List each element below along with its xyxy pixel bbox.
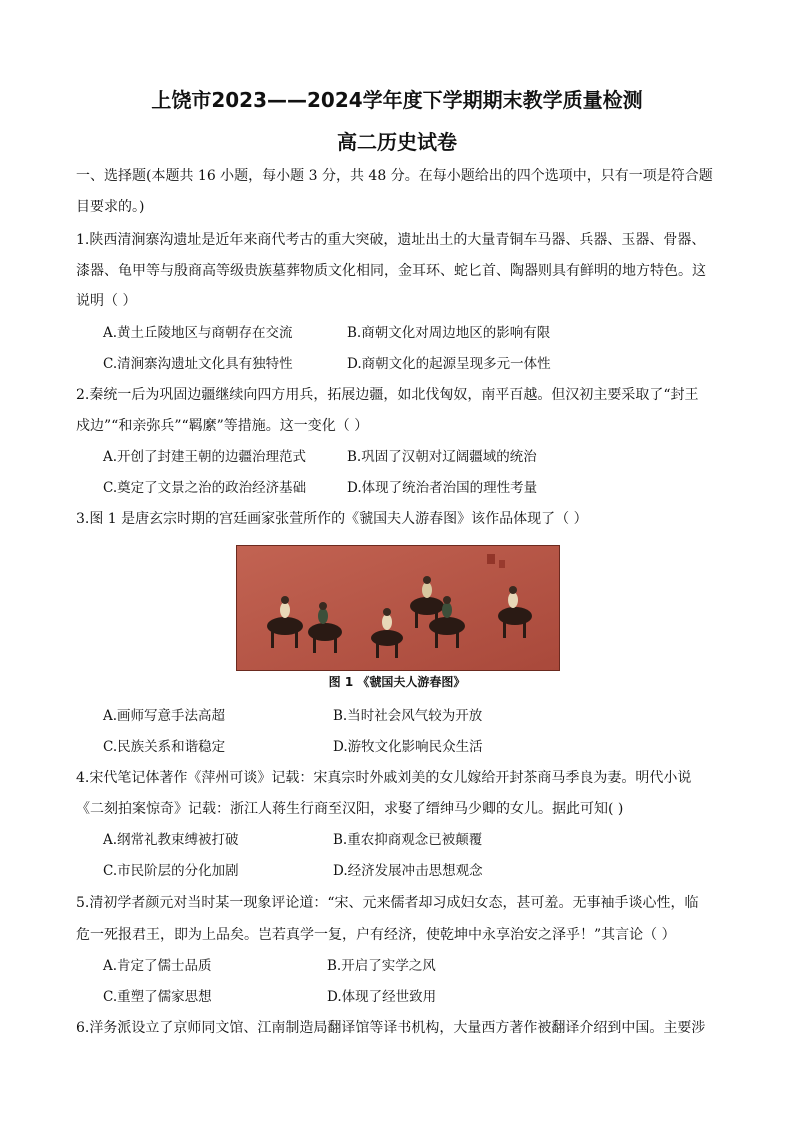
q1-stem-line-2: 漆器、龟甲等与殷商高等级贵族墓葬物质文化相同，金耳环、蛇匕首、陶器则具有鲜明的地方特色。这 [76,263,706,279]
figure-caption: 图 1 《虢国夫人游春图》 [328,675,466,689]
q1-stem-line-3: 说明（ ） [76,293,137,309]
section-instruction-line-2: 目要求的。) [76,199,145,215]
section-instruction-line-1: 一、选择题(本题共 16 小题，每小题 3 分，共 48 分。在每小题给出的四个选项中，只有一项是符合题 [76,168,713,184]
q5-option-a: A.肯定了儒士品质 [103,958,212,974]
q3-option-c: C.民族关系和谐稳定 [103,739,226,755]
q1-option-d: D.商朝文化的起源呈现多元一体性 [347,356,551,372]
q4-option-c: C.市民阶层的分化加剧 [103,863,239,879]
q4-option-a: A.纲常礼教束缚被打破 [103,832,239,848]
q2-stem-line-1: 2.秦统一后为巩固边疆继续向四方用兵，拓展边疆，如北伐匈奴，南平百越。但汉初主要采取了“封王 [76,387,699,403]
q4-stem-line-2: 《二刻拍案惊奇》记载：浙江人蒋生行商至汉阳，求娶了缙绅马少卿的女儿。据此可知( ) [76,801,624,817]
horse-riders-painting-image [237,546,559,670]
q2-stem-line-2: 戍边”“和亲弥兵”“羁縻”等措施。这一变化（ ） [76,418,369,434]
q3-option-a: A.画师写意手法高超 [103,708,226,724]
q1-option-a: A.黄土丘陵地区与商朝存在交流 [103,325,293,341]
painting-figure [236,545,560,671]
q5-option-c: C.重塑了儒家思想 [103,989,212,1005]
q5-stem-line-2: 危一死报君王，即为上品矣。岂若真学一复，户有经济，使乾坤中永享治安之泽乎！”其言论（ ） [76,927,676,943]
q5-option-b: B.开启了实学之风 [327,958,436,974]
q3-option-d: D.游牧文化影响民众生活 [333,739,483,755]
q2-option-c: C.奠定了文景之治的政治经济基础 [103,480,307,496]
q2-option-a: A.开创了封建王朝的边疆治理范式 [103,449,307,465]
exam-title: 上饶市2023——2024学年度下学期期末教学质量检测 [151,88,643,112]
q4-option-d: D.经济发展冲击思想观念 [333,863,483,879]
q1-option-c: C.清涧寨沟遗址文化具有独特性 [103,356,293,372]
q4-option-b: B.重农抑商观念已被颠覆 [333,832,483,848]
q2-option-d: D.体现了统治者治国的理性考量 [347,480,538,496]
q4-stem-line-1: 4.宋代笔记体著作《萍州可谈》记载：宋真宗时外戚刘美的女儿嫁给开封茶商马季良为妻。明代小说 [76,770,692,786]
q5-option-d: D.体现了经世致用 [327,989,437,1005]
exam-subtitle: 高二历史试卷 [337,130,457,154]
q5-stem-line-1: 5.清初学者颜元对当时某一现象评论道：“宋、元来儒者却习成妇女态，甚可羞。无事袖手谈心性，临 [76,895,699,911]
q3-stem-line-1: 3.图 1 是唐玄宗时期的宫廷画家张萱所作的《虢国夫人游春图》该作品体现了（ ） [76,511,588,527]
q1-option-b: B.商朝文化对周边地区的影响有限 [347,325,551,341]
q2-option-b: B.巩固了汉朝对辽阔疆域的统治 [347,449,537,465]
q6-stem-line-1: 6.洋务派设立了京师同文馆、江南制造局翻译馆等译书机构，大量西方著作被翻译介绍到中国。主要涉 [76,1020,706,1036]
q3-option-b: B.当时社会风气较为开放 [333,708,483,724]
q1-stem-line-1: 1.陕西清涧寨沟遗址是近年来商代考古的重大突破，遗址出土的大量青铜车马器、兵器、玉器、骨器、 [76,232,706,248]
